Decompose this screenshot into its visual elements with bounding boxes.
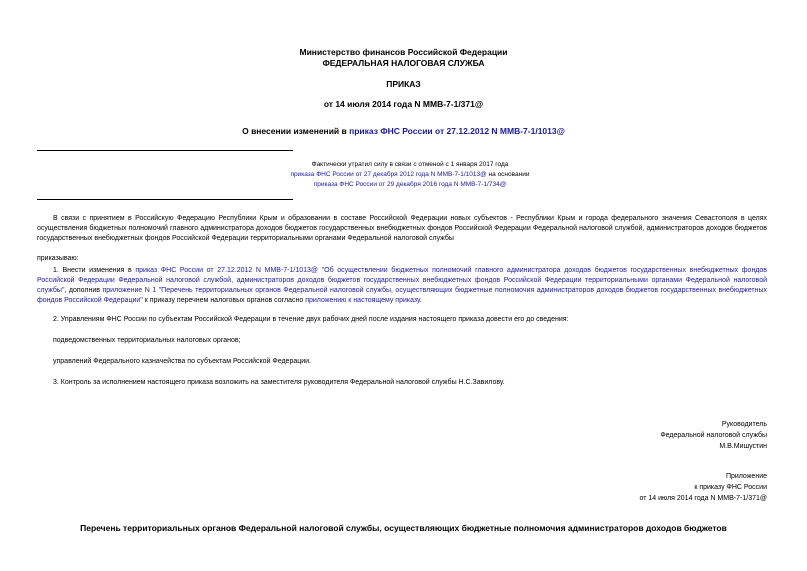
item-1-link-title[interactable]: "Об осуществлении бюджетных полномочий главного администратора доходов бюджетов государственных внебюджетных фондов Российской Федерации Федеральной налоговой службой, администраторов доходов бюджетов государственных внебюджетных фондов Российской Федерации территориальными органами Федеральной налоговой службы" <box>37 267 768 295</box>
item-1 <box>37 266 767 307</box>
item-2-a: подведомственных территориальных налоговых органов; <box>53 337 241 344</box>
doc-date-number: от 14 июля 2014 года N ММВ-7-1/371@ <box>323 99 484 109</box>
appendix-label: Приложение <box>725 473 767 480</box>
subject-prefix: О внесении изменений в <box>242 126 350 136</box>
divider-top <box>37 150 293 151</box>
status-line-1: Фактически утратил силу в связи с отменой с 1 января 2017 года <box>311 161 509 168</box>
appendix-line-3: от 14 июля 2014 года N ММВ-7-1/371@ <box>639 495 767 503</box>
appendix-heading: Перечень территориальных органов Федеральной налоговой службы, осуществляющих бюджетные полномочия администраторов доходов бюджетов <box>80 523 727 533</box>
item-1-text-a: 1. Внести изменения в <box>53 267 136 274</box>
item-1-link-appendix[interactable]: приложение N 1 "Перечень территориальных органов Федеральной налоговой службы, осуществляющих бюджетные полномочия администраторов доходов бюджетов государственных внебюджетных фондов Российской Федерации" <box>37 287 767 305</box>
status-line-2 <box>210 170 610 180</box>
status-note <box>210 160 610 190</box>
divider-bottom <box>37 199 293 200</box>
status-link-2[interactable]: приказа ФНС России от 29 декабря 2016 года N ММВ-7-1/734@ <box>313 181 507 189</box>
doc-type: ПРИКАЗ <box>386 79 421 89</box>
item-3: 3. Контроль за исполнением настоящего приказа возложить на заместителя руководителя Федеральной налоговой службы Н.С.Завилову. <box>53 379 505 386</box>
ministry-title: Министерство финансов Российской Федерации <box>299 47 508 57</box>
order-word: приказываю: <box>37 255 79 262</box>
item-2-b: управлений Федерального казначейства по субъектам Российской Федерации. <box>53 358 312 365</box>
status-link-1[interactable]: приказа ФНС России от 27 декабря 2012 года N ММВ-7-1/1013@ <box>290 171 487 179</box>
item-1-text-b: , дополнив <box>64 287 103 295</box>
item-2: 2. Управлениям ФНС России по субъектам Российской Федерации в течение двух рабочих дней после издания настоящего приказа довести его до сведения: <box>53 316 569 323</box>
signature-name: М.В.Мишустин <box>719 443 767 451</box>
item-1-text-c: к приказу перечнем налоговых органов согласно <box>142 297 306 305</box>
item-1-link-order[interactable]: приказ ФНС России от 27.12.2012 N ММВ-7-1/1013@ <box>135 267 319 274</box>
item-1-link-attachment[interactable]: приложению к настоящему приказу <box>305 297 420 305</box>
appendix-line-2: к приказу ФНС России <box>694 484 767 492</box>
signature-org: Федеральной налоговой службы <box>660 432 767 440</box>
item-1-text-d: . <box>419 297 422 305</box>
doc-subject <box>0 125 807 137</box>
service-title: ФЕДЕРАЛЬНАЯ НАЛОГОВАЯ СЛУЖБА <box>322 58 485 68</box>
intro-paragraph: В связи с принятием в Российскую Федерацию Республики Крым и образовании в составе Российской Федерации новых субъектов - Республики Крым и города федерального значения Севастополя в целях осуществления бюджетных полномочий главного администратора доходов бюджетов государственных внебюджетных фондов Российской Федерации Федеральной налоговой службой, администраторов доходов бюджетов государственных внебюджетных фондов Российской Федерации территориальными органами Федеральной налоговой службы <box>37 215 767 243</box>
signature-title: Руководитель <box>721 421 767 428</box>
signature-block <box>467 419 767 453</box>
status-line-2-rest: на основании <box>486 171 530 179</box>
subject-link[interactable]: приказ ФНС России от 27.12.2012 N ММВ-7-1/1013@ <box>349 126 565 136</box>
appendix-block <box>467 471 767 505</box>
